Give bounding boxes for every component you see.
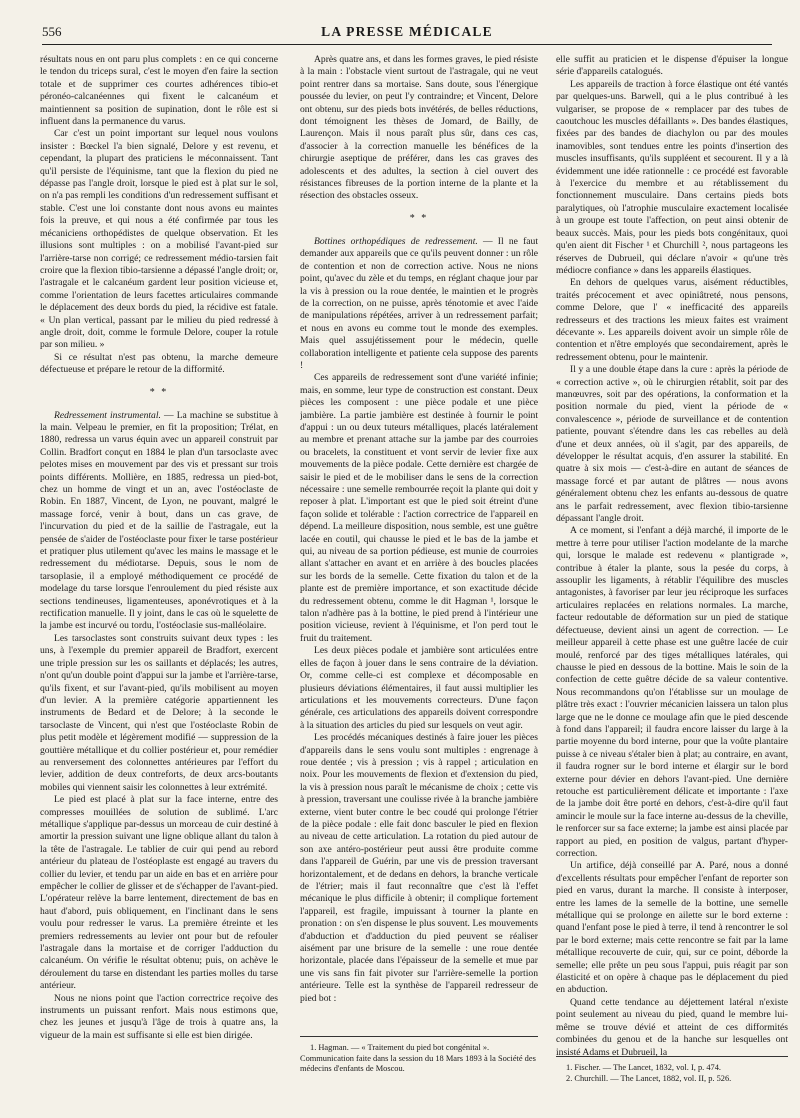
paragraph: Un artifice, déjà conseillé par A. Paré, nous a donné d'excellents résultats pour empêcher l'enfant de reporter son pied en varus, durant la marche. Il consiste à interposer, entre les lames de la semelle de la bottine, une semelle métallique qui se prolonge en ailette sur le bord externe : quand l'enfant pose le pied à terre, il tend à rencontrer le sol par le bord externe; mais cette rencontre se fait par la lame métallique recouverte de cuir, qui, sur ce point, déborde la semelle; elle prête un peu sous l'appui, puis réagit par son élasticité et on opère à chaque pas le déplacement du pied en abduction.	[556, 860, 788, 996]
journal-title: LA PRESSE MÉDICALE	[321, 24, 493, 39]
paragraph	[40, 410, 278, 633]
paragraph: Nous ne nions point que l'action correctrice reçoive des instruments un puissant renfort. Mais nous estimons que, chez les jeunes et jusqu'à l'âge de trois à quatre ans, la vigueur de la main est suffisante si elle est bien dirigée.	[40, 992, 278, 1041]
footnote: 1. Hagman. — « Traitement du pied bot congénital ». Communication faite dans la session du 18 Mars 1893 à la Société des médecins d'enfants de Moscou.	[300, 1043, 536, 1073]
paragraph: Après quatre ans, et dans les formes graves, le pied résiste à la main : l'obstacle vient surtout de l'astragale, qui ne veut point rentrer dans sa mortaise. Sans doute, sous l'énergique poussée du levier, on peut l'y contraindre; et Vincent, Delore ont obtenu, sur des pieds bots invétérés, de belles réductions, dont témoignent les thèses de Jomard, de Bailly, de Laurençon. Mais il nous paraît plus sûr, dans ces cas, d'associer à la correction manuelle les bénéfices de la chirurgie aseptique de préférer, dans les cas graves des adolescents et des adultes, la section à ciel ouvert des résistances fibreuses de la portion interne de la plante et la résection des obstacles osseux.	[300, 54, 538, 202]
section-heading: Redressement instrumental.	[54, 409, 161, 421]
paragraph: Les tarsoclastes sont construits suivant deux types : les uns, à l'exemple du premier appareil de Bradfort, exercent une triple pression sur les os saillants et déplacés; les autres, n'ont qu'un double point d'appui sur la jambe et l'arrière-tarse, qu'ils fixent, et sur l'avant-pied, qu'ils mobilisent au moyen d'un levier. A la première catégorie appartiennent les instruments de Bedard et de Delore; à la seconde le tarsoclaste de Vincent, qui n'est que l'ostéoclaste Robin de plus petit modèle et légèrement modifié — suppression de la gouttière métallique et du collier postérieur et, pour remédier au renversement des colonnettes antérieures par l'effort du levier, addition de deux contreforts, de deux arcs-boutants mobiles qui viennent saisir les colonnettes à leur extrémité.	[40, 632, 278, 793]
text-column-left	[40, 54, 278, 1084]
paragraph: A ce moment, si l'enfant a déjà marché, il importe de le mettre à terre pour utiliser l'action modelante de la marche qui, lorsque le malade est redevenu « plantigrade », contribue à étaler la plante, sous la pesée du corps, à assouplir les ligaments, à rétablir l'équilibre des muscles antagonistes, à favoriser par leur jeu réciproque les surfaces articulaires replacées en relations normales. La marche, facteur redoutable de déformation sur un pied de statique défectueuse, devient ainsi un agent de correction. — Le meilleur appareil à cette phase est une guêtre lacée de cuir moulé, renforcé par des tiges métalliques latérales, qui chausse le pied en dessous de la bottine. Mais le soin de la confection de cette guêtre décide de sa valeur contentive. Nous recommandons qu'on l'établisse sur un moulage de plâtre très exact : l'ouvrier mécanicien laissera un talon plus large que ne le donne ce moulage afin que le pied descende à fond dans l'appareil; il faudra encore laisser du large à la partie moyenne du bord interne, pour que la voûte plantaire puisse à ce niveau s'étaler bien à plat; au contraire, en avant, il faudra rogner sur le bord interne et élargir sur le bord externe pour dévier en dehors l'avant-pied. Une dernière retouche est particulièrement délicate et importante : l'axe de la jambe doit être porté en dehors, c'est-à-dire qu'il faut amincir le moule sur la face interne au-dessus de la cheville, le renforcer sur sa face externe; la jambe est ainsi placée par rapport au pied, en position de valgus, partant d'hyper-correction.	[556, 525, 788, 859]
paragraph: Quand cette tendance au déjettement latéral n'existe point seulement au niveau du pied, quand le membre lui-même se trouve dévié et atteint de ces difformités combinées du genou et de la hanche sur lesquelles ont insisté Adams et Dubrueil, la	[556, 996, 788, 1058]
paragraph-text: — Il ne faut demander aux appareils que ce qu'ils peuvent donner : un rôle de contention et non de correction active. Nous ne nions point, qu'avec du zèle et du temps, en réglant chaque jour par la vis à pression ou la roue dentée, le maintien et le progrès de la correction, on ne puisse, après ténotomie et avec l'aide de manipulations répétées, arriver à un redressement parfait; et nous en avons eu comme tout le monde des exemples. Mais quel assujétissement pour le médecin, quelle collaboration intelligente et patiente cela suppose des parents !	[300, 235, 538, 371]
section-heading: Bottines orthopédiques de redressement.	[314, 235, 478, 247]
paragraph: Ces appareils de redressement sont d'une variété infinie; mais, en somme, leur type de construction est constant. Deux pièces les composent : une pièce podale et une pièce jambière. La partie jambière est destinée à fournir le point d'appui : un ou deux tuteurs métalliques, placés latéralement au membre et prenant attache sur la jambe par des courroies ou bracelets, la constituent et vont servir de levier fixe aux mouvements de la pièce podale. Cette dernière est chargée de saisir le pied et de le mobiliser dans le sens de la correction nécessaire : une semelle rembourrée reçoit la plante qui doit y reposer à plat. L'important est que le pied soit étreint d'une façon solide et tolérable : l'action correctrice de l'appareil en dépend. La meilleure disposition, nous semble, est une guêtre lacée en coutil, qui chausse le pied et le bas de la jambe et qui, au niveau de sa portion pédieuse, est munie de courroies allant s'attacher en avant et en arrière à des boucles placées sur les bords de la semelle. Cette fixation du talon et de la plante est de première importance, et son exactitude décide du redressement obtenu, comme le dit Hagman ¹, lorsque le talon n'adhère pas à la bottine, le pied prend à l'intérieur une position vicieuse, revient à l'équinisme, et l'on perd tout le fruit du traitement.	[300, 372, 538, 644]
paragraph: Si ce résultat n'est pas obtenu, la marche demeure défectueuse et prépare le retour de la difformité.	[40, 351, 278, 376]
section-separator: * *	[409, 212, 429, 224]
footnotes-middle	[300, 1036, 538, 1075]
paragraph: En dehors de quelques varus, aisément réductibles, traités précocement et avec opiniâtreté, nous pensons, comme Delore, que l' « inefficacité des appareils redresseurs et des tractions les mieux faites est vraiment décevante ». Les appareils doivent avoir un simple rôle de contention et n'être employés que secondairement, après le redressement obtenu, pour le maintenir.	[556, 277, 788, 363]
text-column-middle	[300, 54, 538, 1084]
footnote: 2. Churchill. — The Lancet, 1882, vol. II, p. 526.	[566, 1073, 732, 1083]
paragraph: Les deux pièces podale et jambière sont articulées entre elles de façon à jouer dans le sens contraire de la déviation. Or, comme celle-ci est complexe et décomposable en plusieurs déviations élémentaires, il faut aussi multiplier les articulations et les mouvements correcteurs. D'une façon générale, ces articulations des appareils doivent correspondre à la situation des articles du pied sur lesquels on veut agir.	[300, 645, 538, 731]
paragraph-text: — La machine se substitue à la main. Velpeau le premier, en fit la proposition; Trélat, en 1880, redressa un varus équin avec un appareil construit par Collin. Bradfort conçut en 1884 le plan d'un tarsoclaste avec pelotes mises en mouvement par des vis et pressant sur trois points différents. Mollière, en 1885, redressa un pied-bot, chez un homme de vingt et un an, avec l'ostéoclaste de Robin. En 1887, Vincent, de Lyon, ne pouvant, malgré le massage forcé, venir à bout, dans un cas grave, de l'incurvation du pied et de la saillie de l'astragale, eut la pensée de s'aider de l'ostéoclaste pour fixer le tarse postérieur et pratiquer plus utilement qu'avec les mains le massage et le redressement du médiotarse. Depuis, sous le nom de tarsoplasie, il a employé méthodiquement ce procédé de modelage du tarse lorsque l'enroulement du pied résiste aux sections tendineuses, ligamenteuses, aponévrotiques et à la rectification manuelle. Il y joint, dans le cas où le squelette de la jambe est incurvé ou tordu, l'ostéoclasie sus-malléolaire.	[40, 409, 278, 632]
text-column-right	[556, 54, 788, 1084]
paragraph: Il y a une double étape dans la cure : après la période de « correction active », où le chirurgien rétablit, soit par des manœuvres, soit par des opérations, la conformation et la position normale du pied, vient la période de « convalescence », période de surveillance et de contention patiente, pouvant s'étendre dans les cas rebelles au delà d'une et deux années, où il s'agit, par des appareils, de développer le résultat acquis, d'en assurer la stabilité. En quatre à six mois — c'est-à-dire en autant de séances de massage forcé et par autant de plâtres — nous avons généralement obtenu chez les enfants au-dessous de quatre ans le parfait redressement, avec flexion tibio-tarsienne dépassant l'angle droit.	[556, 364, 788, 525]
paragraph	[300, 236, 538, 372]
paragraph: Les appareils de traction à force élastique ont été vantés par quelques-uns. Barwell, qui a le plus contribué à les vulgariser, se propose de « remplacer par des tubes de caoutchouc les muscles défaillants ». Des bandes élastiques, fixées par des bandes de diachylon ou par des moules inamovibles, sont tendues entre les points d'insertion des muscles insuffisants, qu'ils suppléent et secourent. Il y a là évidemment une idée rationnelle : ce procédé est favorable à l'exercice du membre et au rétablissement du fonctionnement musculaire. Dans certains pieds bots paralytiques, où l'atrophie musculaire exactement localisée à un groupe est toute l'affection, on peut ainsi obtenir de beaux succès. Mais, pour les pieds bots congénitaux, quoi qu'en aient dit Fischer ¹ et Churchill ², nous partageons les réserves de Dubrueil, qui déclare n'avoir « qu'une très médiocre confiance » dans les appareils élastiques.	[556, 78, 788, 276]
paragraph: elle suffit au praticien et le dispense d'épuiser la longue série d'appareils catalogués.	[556, 54, 788, 78]
page-header	[42, 24, 772, 45]
paragraph: Le pied est placé à plat sur la face interne, entre des compresses mouillées de solution de sublimé. L'arc métallique s'applique par-dessus un morceau de cuir destiné à amortir la pression suivant une ligne oblique allant du talon à la tête de l'astragale. Le tablier de cuir qui pend au rebord antérieur du plateau de l'ostéoplaste est engagé au travers du collier du levier, et tendu par un aide en bas et en arrière pour empêcher le collier de glisser et de s'échapper de l'avant-pied. L'opérateur relève la barre lentement, directement de bas en haut d'abord, puis obliquement, en l'inclinant dans le sens voulu pour redresser le varus. La première étreinte et les premiers redressements au levier ont pour but de refouler l'astragale dans la mortaise et de corriger l'adduction du calcanéum. On vérifie le résultat obtenu; puis, on achève le déroulement du tarse en distendant les parties molles du tarse antérieur.	[40, 794, 278, 992]
section-separator: * *	[149, 386, 169, 398]
paragraph: Car c'est un point important sur lequel nous voulons insister : Bœckel l'a bien signalé, Delore y est revenu, et cependant, la plupart des praticiens le méconnaissent. Tant qu'il persiste de l'équinisme, tant que la flexion du pied ne dépasse pas l'angle droit, lorsque le pied est à plat sur le sol, on n'a pas rempli les conditions d'un redressement suffisant et stable. C'est une loi constante dont nous avons eu maintes fois la preuve, et qui nous a été confirmée par tous les mécaniciens orthopédistes de quelque observation. Et les illusions sont multiples : on a mobilisé l'avant-pied sur l'arrière-tarse non corrigé; ce redressement médio-tarsien fait croire que la flexion tibio-tarsienne a dépassé l'angle droit; or, l'astragale et le calcanéum gardent leur position vicieuse et, comme l'orientation de leurs facettes articulaires commande le déplacement des deux bords du pied, la récidive est fatale. « Un plan vertical, passant par le milieu du pied redressé à angle droit, doit, comme le formule Delore, couper la rotule par son milieu. »	[40, 128, 278, 351]
page-number: 556	[42, 24, 62, 39]
paragraph: Les procédés mécaniques destinés à faire jouer les pièces d'appareils dans le sens voulu sont multiples : engrenage à roue dentée ; vis à pression ; vis à rappel ; articulation en noix. Pour les mouvements de flexion et d'extension du pied, la vis à pression nous paraît le mécanisme de choix ; cette vis à pression, traversant une coulisse rivée à la branche jambière externe, vient buter contre le bec coudé qui prolonge l'étrier de la pièce podale : elle fait donc basculer le pied en flexion au niveau de cette articulation. La rotation du pied autour de son axe antéro-postérieur peut aussi être produite comme dans l'appareil de Guérin, par une vis de pression traversant horizontalement, et de dedans en dehors, la branche verticale de l'étrier; mais il faut reconnaître que c'est là l'effet mécanique le plus difficile à obtenir; il complique fortement l'appareil, est fragile, impuissant à tourner la plante en pronation : on s'en dispense le plus souvent. Les mouvements d'abduction et d'adduction du pied peuvent se réaliser aisément par une brisure de la semelle : une roue dentée horizontale, placée dans l'épaisseur de la semelle et mue par une vis sans fin fait pivoter sur l'arrière-semelle la portion antérieure. Telle est la synthèse de l'appareil redresseur de pied bot :	[300, 732, 538, 1004]
footnotes-right	[556, 1056, 788, 1084]
footnote: 1. Fischer. — The Lancet, 1832, vol. I, p. 474.	[566, 1063, 721, 1072]
paragraph: résultats nous en ont paru plus complets : en ce qui concerne le tendon du triceps sural, c'est le moyen d'en faire la section totale et de supprimer ces courtes adhérences tibio-et péronéo-calcanéennes qui fixent le calcanéum et maintiennent sa position de supination, dont le rôle est si influent dans la permanence du varus.	[40, 54, 278, 128]
